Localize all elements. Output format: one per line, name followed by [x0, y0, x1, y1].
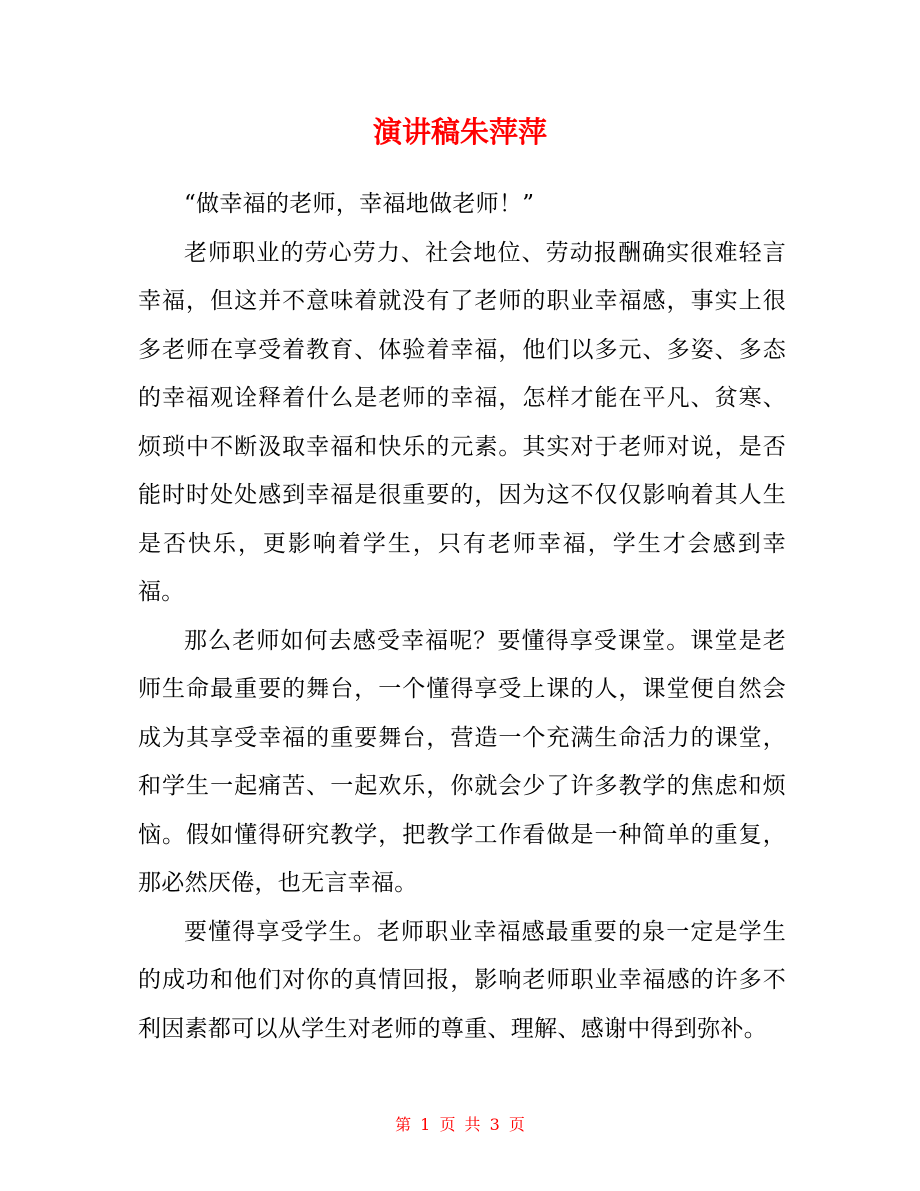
paragraph-1: 老师职业的劳心劳力、社会地位、劳动报酬确实很难轻言幸福，但这并不意味着就没有了老师的职业幸福感，事实上很多老师在享受着教育、体验着幸福，他们以多元、多姿、多态的幸福观诠释着什么是老师的幸福，怎样才能在平凡、贫寒、烦琐中不断汲取幸福和快乐的元素。其实对于老师对说，是否能时时处处感到幸福是很重要的，因为这不仅仅影响着其人生是否快乐，更影响着学生，只有老师幸福，学生才会感到幸福。	[138, 239, 786, 605]
paragraph-2: 那么老师如何去感受幸福呢？要懂得享受课堂。课堂是老师生命最重要的舞台，一个懂得享受上课的人，课堂便自然会成为其享受幸福的重要舞台，营造一个充满生命活力的课堂，和学生一起痛苦、一起欢乐，你就会少了许多教学的焦虑和烦恼。假如懂得研究教学，把教学工作看做是一种简单的重复，那必然厌倦，也无言幸福。	[138, 627, 786, 896]
paragraph-slogan: “做幸福的老师，幸福地做老师！”	[184, 191, 535, 217]
paragraph-3: 要懂得享受学生。老师职业幸福感最重要的泉一定是学生的成功和他们对你的真情回报，影响老师职业幸福感的许多不利因素都可以从学生对老师的尊重、理解、感谢中得到弥补。	[138, 918, 786, 1042]
document-body	[138, 180, 786, 1053]
document-title: 演讲稿朱萍萍	[372, 115, 547, 149]
page-number-footer: 第 1 页 共 3 页	[395, 1115, 525, 1134]
